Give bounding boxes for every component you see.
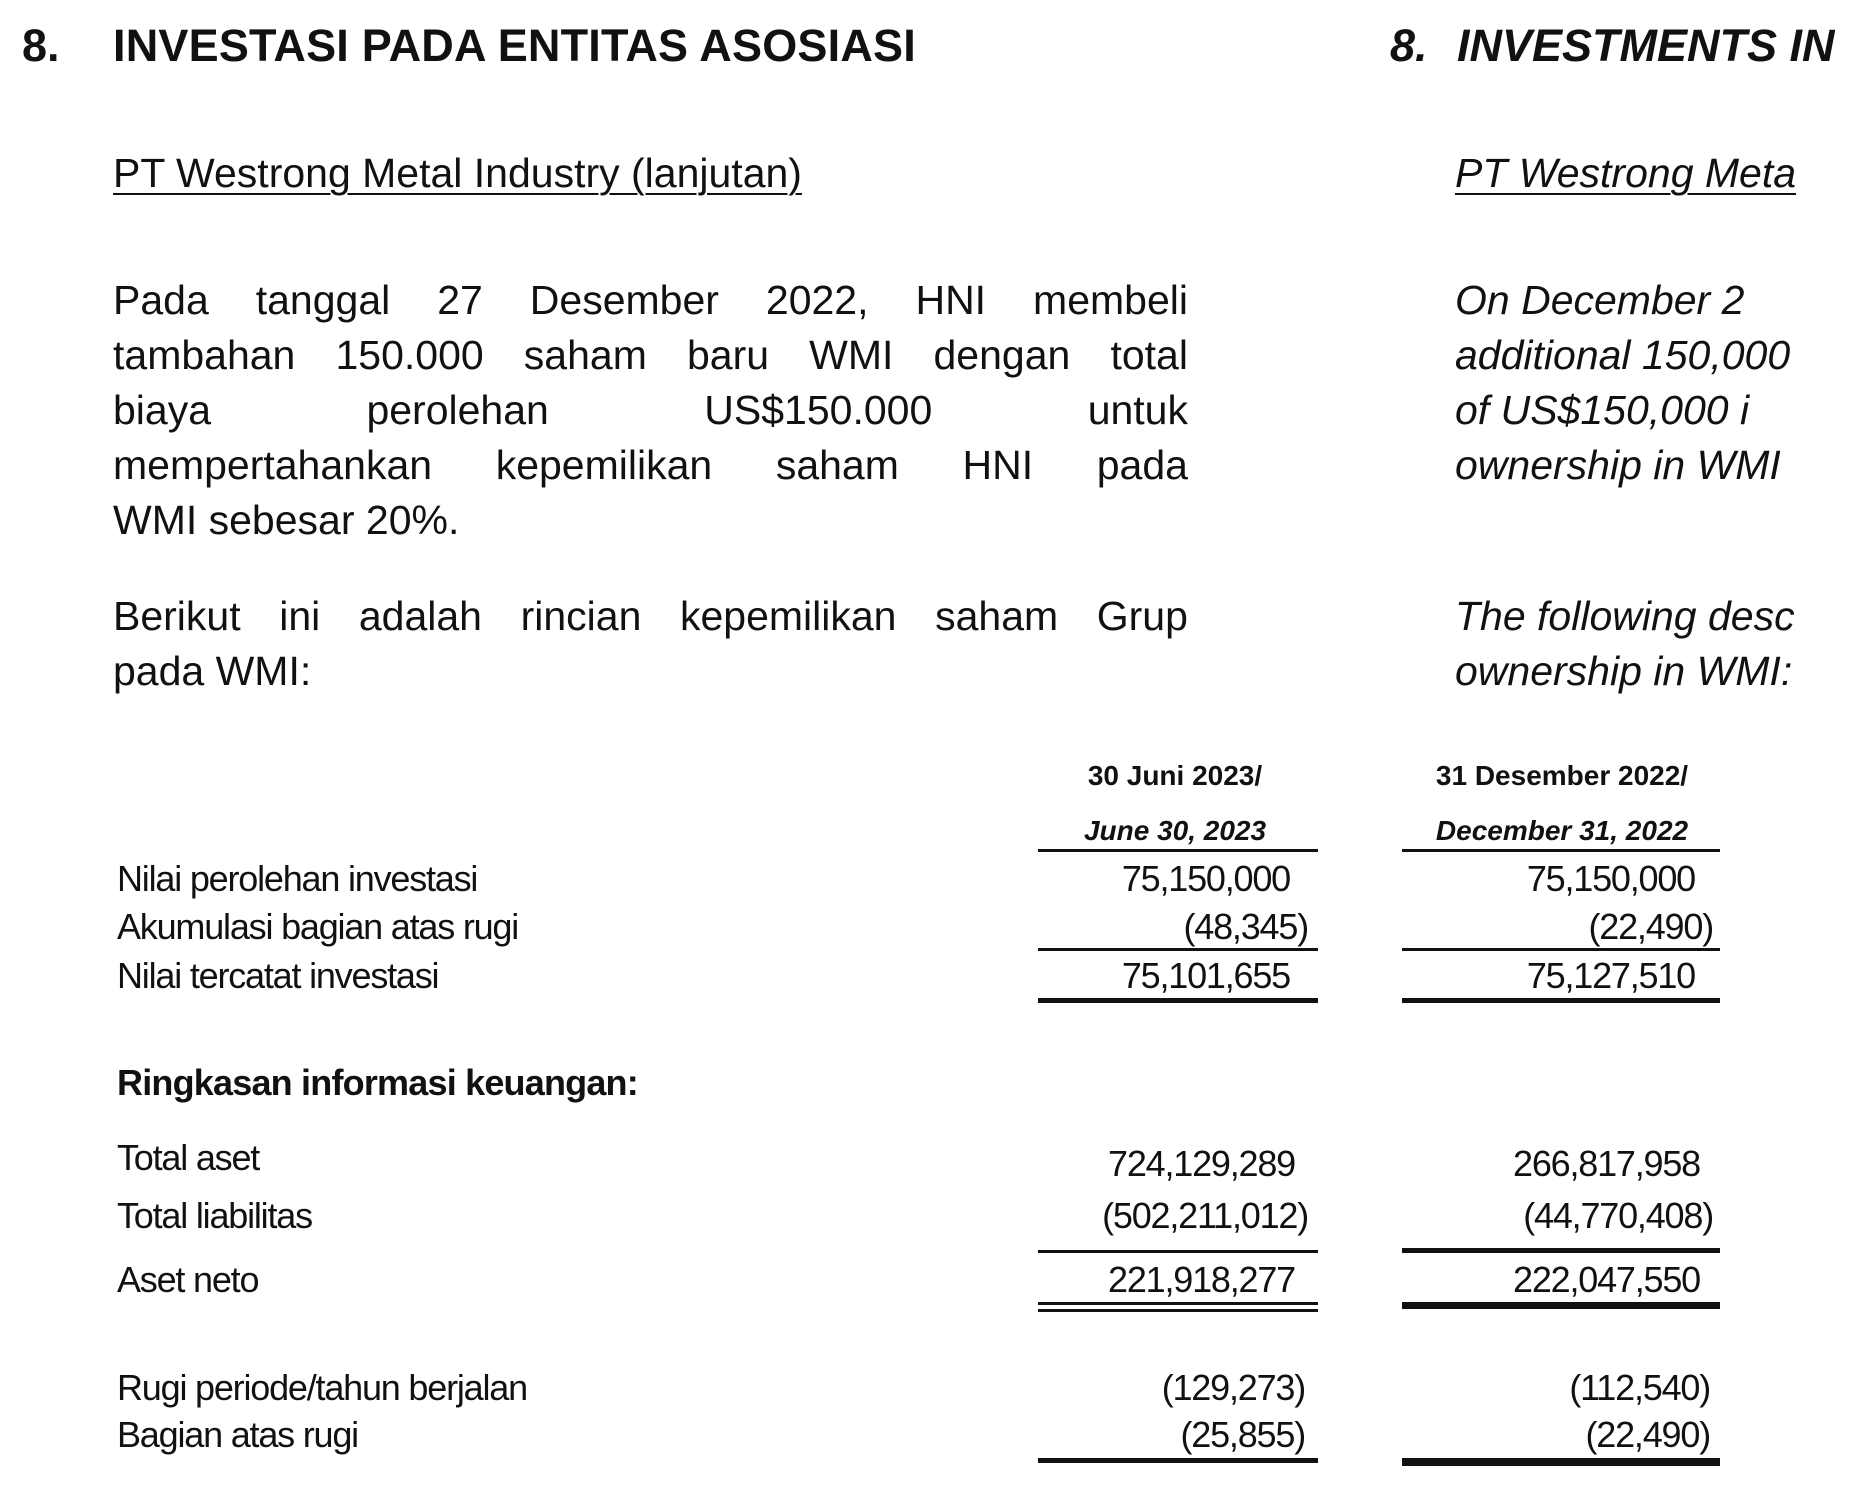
section-number-en: 8. bbox=[1390, 20, 1428, 71]
row-value: 75,150,000 bbox=[1121, 858, 1290, 899]
paragraph-line-en: On December 2 bbox=[1455, 277, 1745, 323]
header-rule-2 bbox=[1402, 849, 1720, 852]
row-value: 222,047,550 bbox=[1513, 1259, 1700, 1300]
row-label: Aset neto bbox=[117, 1259, 259, 1300]
row-value: (22,490) bbox=[1588, 906, 1713, 947]
paragraph-line: pada WMI: bbox=[113, 648, 312, 694]
row-value: (502,211,012) bbox=[1102, 1195, 1308, 1236]
subtotal-rule-2 bbox=[1402, 1248, 1720, 1253]
row-value: 75,150,000 bbox=[1526, 858, 1695, 899]
row-label: Nilai perolehan investasi bbox=[117, 858, 478, 899]
paragraph-line-en: additional 150,000 bbox=[1455, 332, 1791, 378]
total-rule-2 bbox=[1402, 1302, 1720, 1309]
row-value: (48,345) bbox=[1183, 906, 1308, 947]
final-rule-1 bbox=[1038, 1458, 1318, 1463]
row-value: 266,817,958 bbox=[1513, 1143, 1700, 1184]
paragraph-line: tambahan 150.000 saham baru WMI dengan total bbox=[113, 332, 1188, 378]
paragraph-2-en bbox=[1455, 589, 1835, 699]
double-rule-top-1 bbox=[1038, 1302, 1318, 1305]
paragraph-line: WMI sebesar 20%. bbox=[113, 497, 460, 543]
column-header-2-line1: 31 Desember 2022/ bbox=[1435, 760, 1689, 791]
row-value: 75,127,510 bbox=[1526, 955, 1695, 996]
header-rule-1 bbox=[1038, 849, 1318, 852]
paragraph-line: Pada tanggal 27 Desember 2022, HNI membeli bbox=[113, 277, 1188, 323]
paragraph-line: Berikut ini adalah rincian kepemilikan saham Grup bbox=[113, 593, 1188, 639]
row-value: (44,770,408) bbox=[1523, 1195, 1713, 1236]
row-label: Akumulasi bagian atas rugi bbox=[117, 906, 519, 947]
paragraph-1-en bbox=[1455, 273, 1835, 493]
summary-title: Ringkasan informasi keuangan: bbox=[117, 1062, 638, 1103]
row-value: (129,273) bbox=[1161, 1367, 1305, 1408]
subtotal-rule-2 bbox=[1402, 948, 1720, 951]
section-title: INVESTASI PADA ENTITAS ASOSIASI bbox=[113, 20, 916, 71]
row-value: 724,129,289 bbox=[1108, 1143, 1295, 1184]
subtotal-rule-1 bbox=[1038, 1250, 1318, 1253]
paragraph-line: biaya perolehan US$150.000 untuk bbox=[113, 387, 1188, 433]
column-header-1-line2: June 30, 2023 bbox=[1083, 815, 1267, 846]
row-label: Rugi periode/tahun berjalan bbox=[117, 1367, 527, 1408]
paragraph-line: mempertahankan kepemilikan saham HNI pada bbox=[113, 442, 1188, 488]
row-value: 221,918,277 bbox=[1108, 1259, 1295, 1300]
row-label: Total aset bbox=[117, 1137, 260, 1178]
row-value: (25,855) bbox=[1180, 1414, 1305, 1455]
row-label: Total liabilitas bbox=[117, 1195, 312, 1236]
section-number: 8. bbox=[22, 20, 60, 71]
paragraph-line-en: ownership in WMI: bbox=[1455, 648, 1793, 694]
subheading: PT Westrong Metal Industry (lanjutan) bbox=[113, 150, 802, 196]
row-value: (22,490) bbox=[1585, 1414, 1710, 1455]
double-rule-bottom-1 bbox=[1038, 1309, 1318, 1312]
row-value: 75,101,655 bbox=[1121, 955, 1290, 996]
column-header-2-line2: December 31, 2022 bbox=[1435, 815, 1689, 846]
paragraph-line-en: of US$150,000 i bbox=[1455, 387, 1750, 433]
paragraph-2-id bbox=[113, 589, 1188, 699]
paragraph-line-en: ownership in WMI bbox=[1455, 442, 1781, 488]
subtotal-rule-1 bbox=[1038, 948, 1318, 951]
final-rule-2 bbox=[1402, 1458, 1720, 1466]
subheading-en: PT Westrong Meta bbox=[1455, 150, 1797, 196]
paragraph-line-en: The following desc bbox=[1455, 593, 1795, 639]
total-rule-2 bbox=[1402, 998, 1720, 1003]
row-label: Bagian atas rugi bbox=[117, 1414, 358, 1455]
paragraph-1-id bbox=[113, 273, 1188, 548]
row-label: Nilai tercatat investasi bbox=[117, 955, 439, 996]
section-title-en: INVESTMENTS IN bbox=[1457, 20, 1835, 71]
total-rule-1 bbox=[1038, 998, 1318, 1003]
column-header-1-line1: 30 Juni 2023/ bbox=[1087, 760, 1263, 791]
row-value: (112,540) bbox=[1569, 1367, 1710, 1408]
